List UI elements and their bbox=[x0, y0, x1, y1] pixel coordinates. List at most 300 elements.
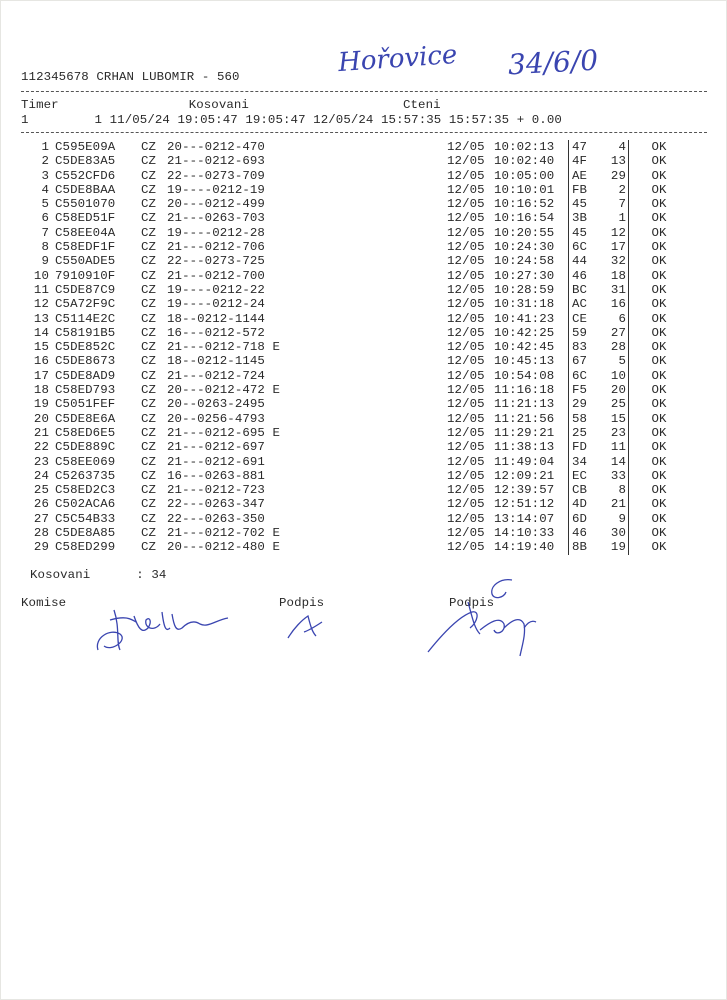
check-hex: 4F bbox=[569, 154, 597, 168]
status-ok: OK bbox=[651, 497, 667, 512]
status-ok: OK bbox=[651, 282, 667, 297]
country-code: CZ bbox=[141, 497, 157, 512]
country-code: CZ bbox=[141, 268, 157, 283]
country-code: CZ bbox=[141, 468, 157, 483]
ring-number: 18--0212-1145 bbox=[167, 354, 265, 369]
read-time-2: 15:57:35 bbox=[448, 113, 510, 127]
row-index: 8 bbox=[41, 240, 49, 255]
country-code: CZ bbox=[141, 282, 157, 297]
country-code: CZ bbox=[141, 483, 157, 498]
ring-number: 21---0212-693 bbox=[167, 154, 265, 169]
chip-code: C5C54B33 bbox=[55, 511, 116, 526]
chip-code: C5DE83A5 bbox=[55, 154, 116, 169]
arrival-time: 10:31:18 bbox=[494, 297, 555, 312]
row-index: 5 bbox=[41, 197, 49, 212]
table-row bbox=[21, 211, 689, 225]
check-hex: 34 bbox=[569, 455, 597, 469]
table-row bbox=[21, 526, 689, 540]
check-hex: CB bbox=[569, 483, 597, 497]
entry-number: 6 bbox=[596, 312, 629, 326]
arrival-time: 12:09:21 bbox=[494, 468, 555, 483]
ring-number: 21---0212-702 E bbox=[167, 526, 281, 541]
owner-id: 112345678 bbox=[21, 70, 89, 84]
arrival-date: 12/05 bbox=[447, 354, 485, 369]
arrival-time: 11:38:13 bbox=[494, 440, 555, 455]
chip-code: C5501070 bbox=[55, 197, 116, 212]
arrival-time: 10:45:13 bbox=[494, 354, 555, 369]
chip-code: C5A72F9C bbox=[55, 297, 116, 312]
ring-number: 16---0263-881 bbox=[167, 468, 265, 483]
chip-code: C5DE852C bbox=[55, 340, 116, 355]
country-code: CZ bbox=[141, 225, 157, 240]
status-ok: OK bbox=[651, 526, 667, 541]
entry-number: 23 bbox=[596, 426, 629, 440]
table-row bbox=[21, 326, 689, 340]
read-time-1: 15:57:35 bbox=[381, 113, 442, 127]
table-row bbox=[21, 354, 689, 368]
row-index: 24 bbox=[33, 468, 49, 483]
row-index: 3 bbox=[41, 168, 49, 183]
status-ok: OK bbox=[651, 511, 667, 526]
table-row bbox=[21, 154, 689, 168]
entry-number: 32 bbox=[596, 254, 629, 268]
arrival-date: 12/05 bbox=[447, 511, 485, 526]
ring-number: 21---0212-695 E bbox=[167, 425, 281, 440]
row-index: 15 bbox=[33, 340, 49, 355]
chip-code: C5DE8673 bbox=[55, 354, 116, 369]
arrival-date: 12/05 bbox=[447, 268, 485, 283]
table-row bbox=[21, 169, 689, 183]
check-hex: AE bbox=[569, 169, 597, 183]
arrival-time: 11:21:56 bbox=[494, 411, 555, 426]
row-index: 25 bbox=[33, 483, 49, 498]
arrival-date: 12/05 bbox=[447, 411, 485, 426]
chip-code: C5DE8E6A bbox=[55, 411, 116, 426]
ring-number: 20---0212-499 bbox=[167, 197, 265, 212]
entry-number: 29 bbox=[596, 169, 629, 183]
check-hex: 4D bbox=[569, 497, 597, 511]
row-index: 11 bbox=[33, 282, 49, 297]
arrival-date: 12/05 bbox=[447, 468, 485, 483]
arrival-date: 12/05 bbox=[447, 397, 485, 412]
ring-number: 22---0263-350 bbox=[167, 511, 265, 526]
ring-number: 19----0212-19 bbox=[167, 182, 265, 197]
arrival-date: 12/05 bbox=[447, 182, 485, 197]
check-hex: 46 bbox=[569, 269, 597, 283]
signature-podpis-1-icon bbox=[282, 612, 332, 642]
table-row bbox=[21, 340, 689, 354]
status-ok: OK bbox=[651, 225, 667, 240]
arrival-date: 12/05 bbox=[447, 197, 485, 212]
status-ok: OK bbox=[651, 440, 667, 455]
table-row bbox=[21, 269, 689, 283]
check-hex: 6C bbox=[569, 240, 597, 254]
chip-code: C58ED51F bbox=[55, 211, 116, 226]
arrival-time: 11:21:13 bbox=[494, 397, 555, 412]
ring-number: 20---0212-480 E bbox=[167, 540, 281, 555]
chip-code: C58ED793 bbox=[55, 383, 116, 398]
row-index: 19 bbox=[33, 397, 49, 412]
country-code: CZ bbox=[141, 197, 157, 212]
header-line: 112345678 CRHAN LUBOMIR - 560 bbox=[21, 70, 240, 84]
ring-number: 20---0212-470 bbox=[167, 140, 265, 154]
row-index: 10 bbox=[33, 268, 49, 283]
arrival-date: 12/05 bbox=[447, 483, 485, 498]
entry-number: 13 bbox=[596, 154, 629, 168]
ring-number: 20---0212-472 E bbox=[167, 383, 281, 398]
check-hex: F5 bbox=[569, 383, 597, 397]
chip-code: C552CFD6 bbox=[55, 168, 116, 183]
country-code: CZ bbox=[141, 297, 157, 312]
chip-code: C5051FEF bbox=[55, 397, 116, 412]
row-index: 6 bbox=[41, 211, 49, 226]
ring-number: 22---0263-347 bbox=[167, 497, 265, 512]
row-index: 12 bbox=[33, 297, 49, 312]
row-index: 22 bbox=[33, 440, 49, 455]
entry-number: 21 bbox=[596, 497, 629, 511]
country-code: CZ bbox=[141, 154, 157, 169]
arrival-date: 12/05 bbox=[447, 240, 485, 255]
table-row bbox=[21, 283, 689, 297]
table-row bbox=[21, 483, 689, 497]
ring-number: 18--0212-1144 bbox=[167, 311, 265, 326]
correction: + 0.00 bbox=[516, 113, 562, 127]
club-number: 560 bbox=[216, 70, 240, 84]
chip-code: C595E09A bbox=[55, 140, 116, 154]
entry-number: 7 bbox=[596, 197, 629, 211]
table-row bbox=[21, 197, 689, 211]
arrival-date: 12/05 bbox=[447, 383, 485, 398]
arrival-time: 10:16:52 bbox=[494, 197, 555, 212]
status-ok: OK bbox=[651, 368, 667, 383]
arrival-time: 10:42:25 bbox=[494, 325, 555, 340]
arrival-time: 10:24:58 bbox=[494, 254, 555, 269]
country-code: CZ bbox=[141, 354, 157, 369]
status-ok: OK bbox=[651, 483, 667, 498]
country-code: CZ bbox=[141, 411, 157, 426]
entry-number: 31 bbox=[596, 283, 629, 297]
chip-code: C5263735 bbox=[55, 468, 116, 483]
entry-number: 30 bbox=[596, 526, 629, 540]
country-code: CZ bbox=[141, 211, 157, 226]
label-podpis-2: Podpis bbox=[449, 596, 495, 610]
arrival-time: 10:16:54 bbox=[494, 211, 555, 226]
check-hex: 58 bbox=[569, 412, 597, 426]
arrival-time: 10:02:40 bbox=[494, 154, 555, 169]
table-row bbox=[21, 369, 689, 383]
table-row bbox=[21, 254, 689, 268]
entry-number: 14 bbox=[596, 455, 629, 469]
country-code: CZ bbox=[141, 182, 157, 197]
arrival-time: 11:29:21 bbox=[494, 425, 555, 440]
check-hex: AC bbox=[569, 297, 597, 311]
country-code: CZ bbox=[141, 511, 157, 526]
status-ok: OK bbox=[651, 383, 667, 398]
arrival-date: 12/05 bbox=[447, 497, 485, 512]
ring-number: 19----0212-28 bbox=[167, 225, 265, 240]
row-index: 2 bbox=[41, 154, 49, 169]
arrival-time: 10:10:01 bbox=[494, 182, 555, 197]
check-hex: 6C bbox=[569, 369, 597, 383]
entry-number: 2 bbox=[596, 183, 629, 197]
chip-code: C58EDF1F bbox=[55, 240, 116, 255]
footer-total: Kosovani : 34 bbox=[30, 568, 167, 582]
arrival-date: 12/05 bbox=[447, 425, 485, 440]
heading-kosovani: Kosovani bbox=[188, 98, 249, 112]
entry-number: 5 bbox=[596, 354, 629, 368]
check-hex: 25 bbox=[569, 426, 597, 440]
ring-number: 16---0212-572 bbox=[167, 325, 265, 340]
arrival-time: 10:02:13 bbox=[494, 140, 555, 154]
entry-number: 8 bbox=[596, 483, 629, 497]
country-code: CZ bbox=[141, 340, 157, 355]
check-hex: 46 bbox=[569, 526, 597, 540]
ring-number: 22---0273-709 bbox=[167, 168, 265, 183]
table-row bbox=[21, 426, 689, 440]
table-row bbox=[21, 440, 689, 454]
check-hex: FD bbox=[569, 440, 597, 454]
arrival-date: 12/05 bbox=[447, 140, 485, 154]
check-hex: 45 bbox=[569, 226, 597, 240]
status-ok: OK bbox=[651, 411, 667, 426]
entry-number: 15 bbox=[596, 412, 629, 426]
status-ok: OK bbox=[651, 197, 667, 212]
ring-number: 22---0273-725 bbox=[167, 254, 265, 269]
arrival-time: 10:20:55 bbox=[494, 225, 555, 240]
status-ok: OK bbox=[651, 182, 667, 197]
ring-number: 20--0256-4793 bbox=[167, 411, 265, 426]
check-hex: 3B bbox=[569, 211, 597, 225]
table-row bbox=[21, 497, 689, 511]
table-row bbox=[21, 297, 689, 311]
chip-code: C5DE87C9 bbox=[55, 282, 116, 297]
entry-number: 4 bbox=[596, 140, 629, 154]
heading-timer: Timer bbox=[21, 98, 59, 112]
country-code: CZ bbox=[141, 440, 157, 455]
arrival-time: 10:28:59 bbox=[494, 282, 555, 297]
chip-code: C58ED299 bbox=[55, 540, 116, 555]
arrival-time: 13:14:07 bbox=[494, 511, 555, 526]
set-time-1: 19:05:47 bbox=[177, 113, 238, 127]
status-ok: OK bbox=[651, 140, 667, 154]
table-row bbox=[21, 455, 689, 469]
check-hex: 67 bbox=[569, 354, 597, 368]
country-code: CZ bbox=[141, 368, 157, 383]
entry-number: 1 bbox=[596, 211, 629, 225]
table-row bbox=[21, 312, 689, 326]
row-index: 29 bbox=[33, 540, 49, 555]
arrival-time: 12:51:12 bbox=[494, 497, 555, 512]
country-code: CZ bbox=[141, 383, 157, 398]
label-komise: Komise bbox=[21, 596, 67, 610]
row-index: 21 bbox=[33, 425, 49, 440]
row-index: 23 bbox=[33, 454, 49, 469]
arrival-date: 12/05 bbox=[447, 282, 485, 297]
check-hex: BC bbox=[569, 283, 597, 297]
row-index: 16 bbox=[33, 354, 49, 369]
country-code: CZ bbox=[141, 425, 157, 440]
table-row bbox=[21, 183, 689, 197]
read-date: 12/05/24 bbox=[313, 113, 374, 127]
entry-number: 9 bbox=[596, 512, 629, 526]
table-row bbox=[21, 383, 689, 397]
ring-number: 21---0212-691 bbox=[167, 454, 265, 469]
arrival-date: 12/05 bbox=[447, 340, 485, 355]
status-ok: OK bbox=[651, 454, 667, 469]
check-hex: 6D bbox=[569, 512, 597, 526]
chip-code: C5DE8AD9 bbox=[55, 368, 116, 383]
status-ok: OK bbox=[651, 425, 667, 440]
arrival-time: 10:42:45 bbox=[494, 340, 555, 355]
row-index: 9 bbox=[41, 254, 49, 269]
country-code: CZ bbox=[141, 140, 157, 154]
arrival-date: 12/05 bbox=[447, 368, 485, 383]
arrival-time: 12:39:57 bbox=[494, 483, 555, 498]
check-hex: 44 bbox=[569, 254, 597, 268]
chip-code: C502ACA6 bbox=[55, 497, 116, 512]
arrival-date: 12/05 bbox=[447, 211, 485, 226]
entries-body bbox=[21, 140, 689, 555]
timer-values-row bbox=[21, 113, 562, 127]
ring-number: 21---0212-706 bbox=[167, 240, 265, 255]
check-hex: 47 bbox=[569, 140, 597, 154]
row-index: 28 bbox=[33, 526, 49, 541]
arrival-time: 14:19:40 bbox=[494, 540, 555, 555]
chip-code: C58191B5 bbox=[55, 325, 116, 340]
status-ok: OK bbox=[651, 168, 667, 183]
check-hex: EC bbox=[569, 469, 597, 483]
arrival-time: 10:24:30 bbox=[494, 240, 555, 255]
row-index: 17 bbox=[33, 368, 49, 383]
country-code: CZ bbox=[141, 311, 157, 326]
column-headings bbox=[21, 98, 441, 112]
country-code: CZ bbox=[141, 240, 157, 255]
arrival-date: 12/05 bbox=[447, 168, 485, 183]
arrival-date: 12/05 bbox=[447, 154, 485, 169]
arrival-date: 12/05 bbox=[447, 297, 485, 312]
arrival-time: 14:10:33 bbox=[494, 526, 555, 541]
arrival-time: 10:27:30 bbox=[494, 268, 555, 283]
ring-number: 20--0263-2495 bbox=[167, 397, 265, 412]
check-hex: CE bbox=[569, 312, 597, 326]
entry-number: 10 bbox=[596, 369, 629, 383]
arrival-date: 12/05 bbox=[447, 311, 485, 326]
table-row bbox=[21, 140, 689, 154]
timer-number: 1 bbox=[94, 113, 103, 127]
table-row bbox=[21, 240, 689, 254]
check-hex: 29 bbox=[569, 397, 597, 411]
status-ok: OK bbox=[651, 154, 667, 169]
country-code: CZ bbox=[141, 526, 157, 541]
status-ok: OK bbox=[651, 268, 667, 283]
check-hex: 59 bbox=[569, 326, 597, 340]
country-code: CZ bbox=[141, 540, 157, 555]
row-index: 13 bbox=[33, 311, 49, 326]
ring-number: 21---0212-718 E bbox=[167, 340, 281, 355]
status-ok: OK bbox=[651, 325, 667, 340]
chip-code: 7910910F bbox=[55, 268, 116, 283]
signature-komise-icon bbox=[90, 598, 240, 658]
entries-table bbox=[21, 140, 689, 555]
chip-code: C58ED2C3 bbox=[55, 483, 116, 498]
arrival-date: 12/05 bbox=[447, 526, 485, 541]
entry-number: 25 bbox=[596, 397, 629, 411]
entry-number: 20 bbox=[596, 383, 629, 397]
arrival-time: 11:16:18 bbox=[494, 383, 555, 398]
status-ok: OK bbox=[651, 254, 667, 269]
row-index: 27 bbox=[33, 511, 49, 526]
entry-number: 28 bbox=[596, 340, 629, 354]
signature-podpis-2-icon bbox=[420, 572, 550, 662]
chip-code: C5DE8A85 bbox=[55, 526, 116, 541]
table-row bbox=[21, 397, 689, 411]
entry-number: 16 bbox=[596, 297, 629, 311]
country-code: CZ bbox=[141, 397, 157, 412]
table-row bbox=[21, 412, 689, 426]
arrival-time: 11:49:04 bbox=[494, 454, 555, 469]
owner-name: CRHAN LUBOMIR bbox=[96, 70, 195, 84]
arrival-date: 12/05 bbox=[447, 225, 485, 240]
ring-number: 21---0212-697 bbox=[167, 440, 265, 455]
status-ok: OK bbox=[651, 354, 667, 369]
set-date: 11/05/24 bbox=[109, 113, 170, 127]
ring-number: 21---0212-700 bbox=[167, 268, 265, 283]
entry-number: 12 bbox=[596, 226, 629, 240]
check-hex: 45 bbox=[569, 197, 597, 211]
handwritten-location: Hořovice bbox=[337, 39, 459, 79]
status-ok: OK bbox=[651, 397, 667, 412]
arrival-date: 12/05 bbox=[447, 325, 485, 340]
check-hex: 8B bbox=[569, 540, 597, 554]
chip-code: C58EE04A bbox=[55, 225, 116, 240]
table-row bbox=[21, 540, 689, 554]
arrival-time: 10:05:00 bbox=[494, 168, 555, 183]
entry-number: 18 bbox=[596, 269, 629, 283]
separator-mid bbox=[21, 132, 707, 133]
arrival-time: 10:41:23 bbox=[494, 311, 555, 326]
chip-code: C5DE8BAA bbox=[55, 182, 116, 197]
check-hex: 83 bbox=[569, 340, 597, 354]
status-ok: OK bbox=[651, 540, 667, 555]
check-hex: FB bbox=[569, 183, 597, 197]
chip-code: C58EE069 bbox=[55, 454, 116, 469]
set-time-2: 19:05:47 bbox=[245, 113, 306, 127]
country-code: CZ bbox=[141, 454, 157, 469]
country-code: CZ bbox=[141, 168, 157, 183]
chip-code: C550ADE5 bbox=[55, 254, 116, 269]
status-ok: OK bbox=[651, 311, 667, 326]
arrival-date: 12/05 bbox=[447, 540, 485, 555]
separator-top bbox=[21, 91, 707, 92]
row-index: 20 bbox=[33, 411, 49, 426]
row-index: 18 bbox=[33, 383, 49, 398]
arrival-date: 12/05 bbox=[447, 254, 485, 269]
table-row bbox=[21, 512, 689, 526]
total-label: Kosovani bbox=[30, 568, 91, 582]
chip-code: C5DE889C bbox=[55, 440, 116, 455]
row-index: 1 bbox=[41, 140, 49, 154]
entry-number: 27 bbox=[596, 326, 629, 340]
ring-number: 19----0212-22 bbox=[167, 282, 265, 297]
arrival-date: 12/05 bbox=[447, 440, 485, 455]
country-code: CZ bbox=[141, 254, 157, 269]
entry-number: 17 bbox=[596, 240, 629, 254]
entry-number: 11 bbox=[596, 440, 629, 454]
arrival-time: 10:54:08 bbox=[494, 368, 555, 383]
status-ok: OK bbox=[651, 340, 667, 355]
total-value: 34 bbox=[151, 568, 167, 582]
row-index: 7 bbox=[41, 225, 49, 240]
